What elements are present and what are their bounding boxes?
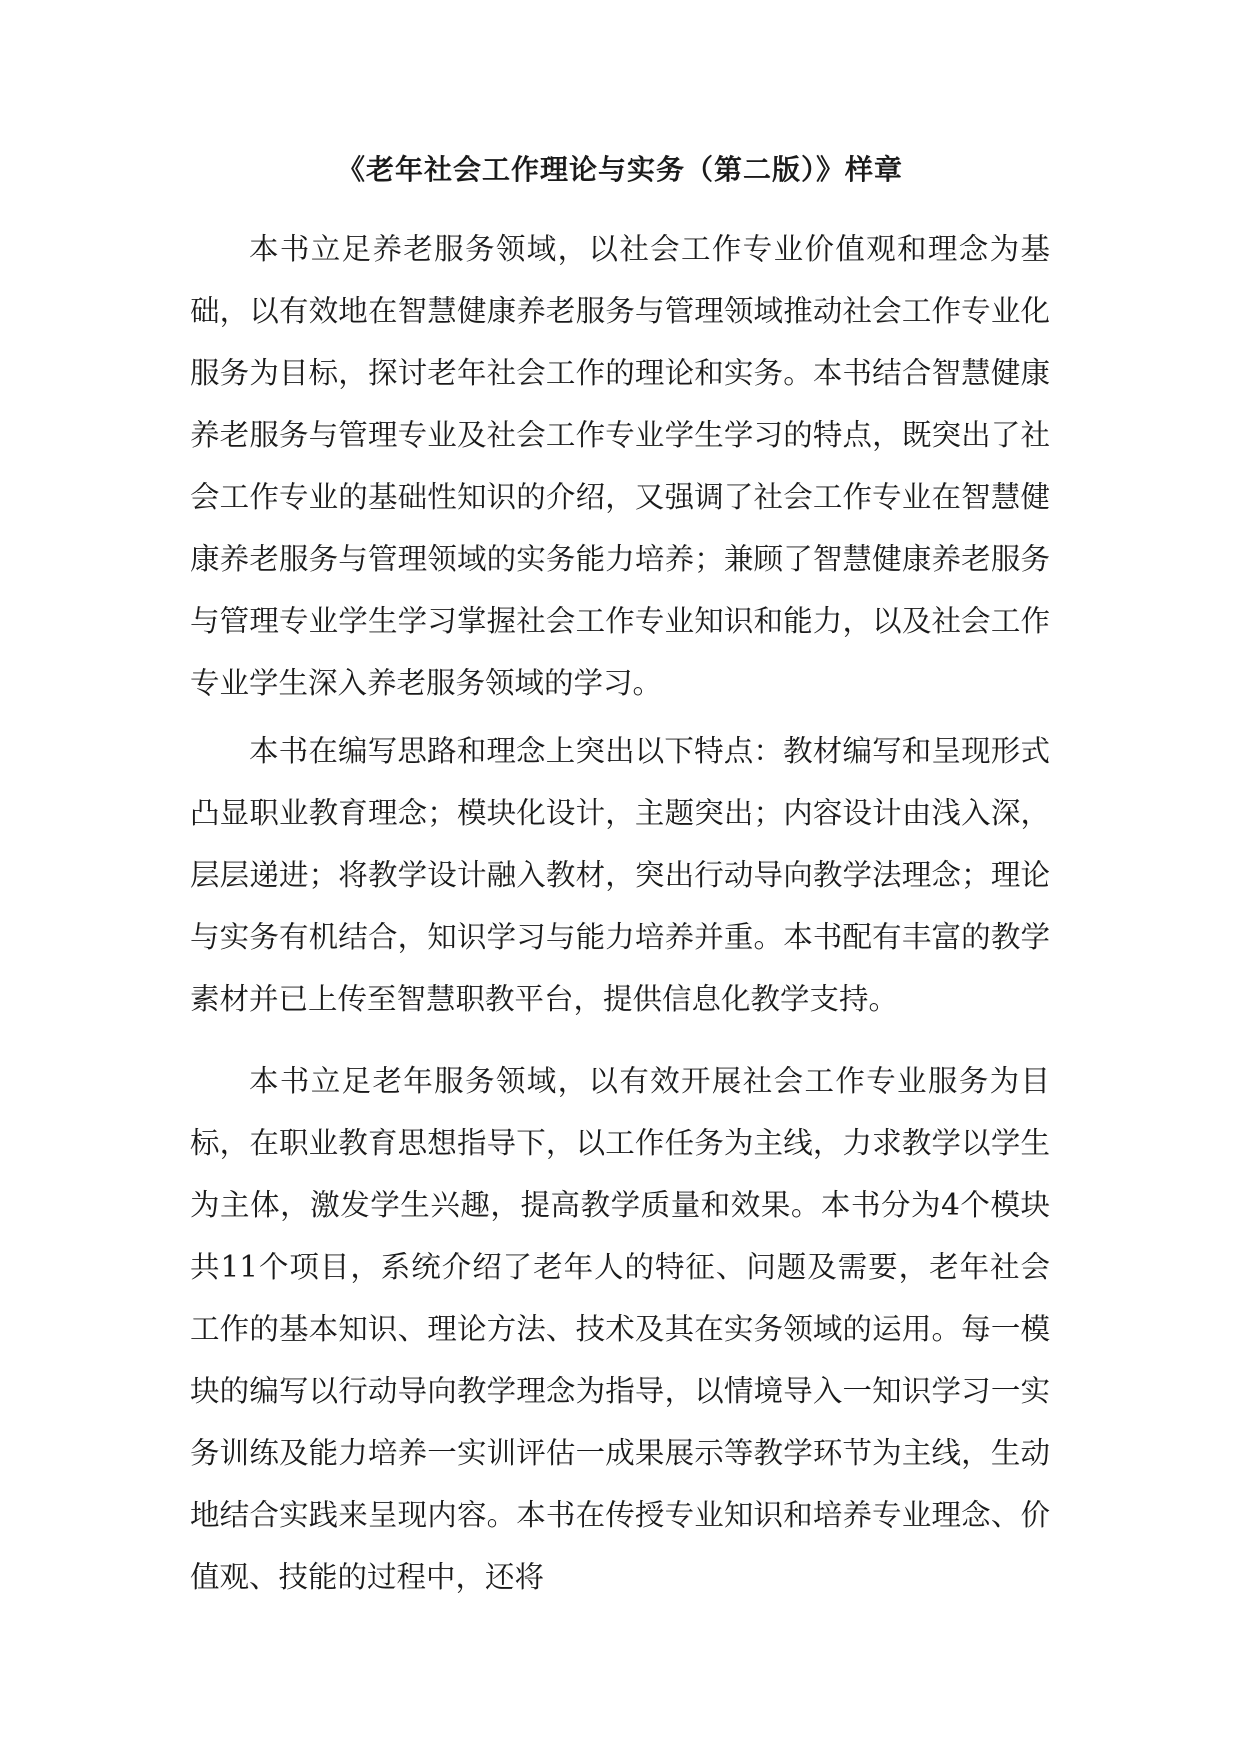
document-title: 《老年社会工作理论与实务（第二版）》样章 bbox=[336, 153, 903, 186]
paragraph-3: 本书立足老年服务领域，以有效开展社会工作专业服务为目标，在职业教育思想指导下，以工作任务为主线，力求教学以学生为主体，激发学生兴趣，提高教学质量和效果。本书分为4个模块共11个项目，系统介绍了老年人的特征、问题及需要，老年社会工作的基本知识、理论方法、技术及其在实务领域的运用。每一模块的编写以行动导向教学理念为指导，以情境导入一知识学习一实务训练及能力培养一实训评估一成果展示等教学环节为主线，生动地结合实践来呈现内容。本书在传授专业知识和培养专业理念、价值观、技能的过程中，还将 bbox=[190, 1064, 1050, 1594]
paragraph-2: 本书在编写思路和理念上突出以下特点：教材编写和呈现形式凸显职业教育理念；模块化设计，主题突出；内容设计由浅入深，层层递进；将教学设计融入教材，突出行动导向教学法理念；理论与实务有机结合，知识学习与能力培养并重。本书配有丰富的教学素材并已上传至智慧职教平台，提供信息化教学支持。 bbox=[190, 734, 1050, 1016]
paragraph-1: 本书立足养老服务领域，以社会工作专业价值观和理念为基础，以有效地在智慧健康养老服务与管理领域推动社会工作专业化服务为目标，探讨老年社会工作的理论和实务。本书结合智慧健康养老服务与管理专业及社会工作专业学生学习的特点，既突出了社会工作专业的基础性知识的介绍，又强调了社会工作专业在智慧健康养老服务与管理领域的实务能力培养；兼顾了智慧健康养老服务与管理专业学生学习掌握社会工作专业知识和能力，以及社会工作专业学生深入养老服务领域的学习。 bbox=[190, 232, 1050, 700]
document-page bbox=[190, 150, 1050, 1608]
